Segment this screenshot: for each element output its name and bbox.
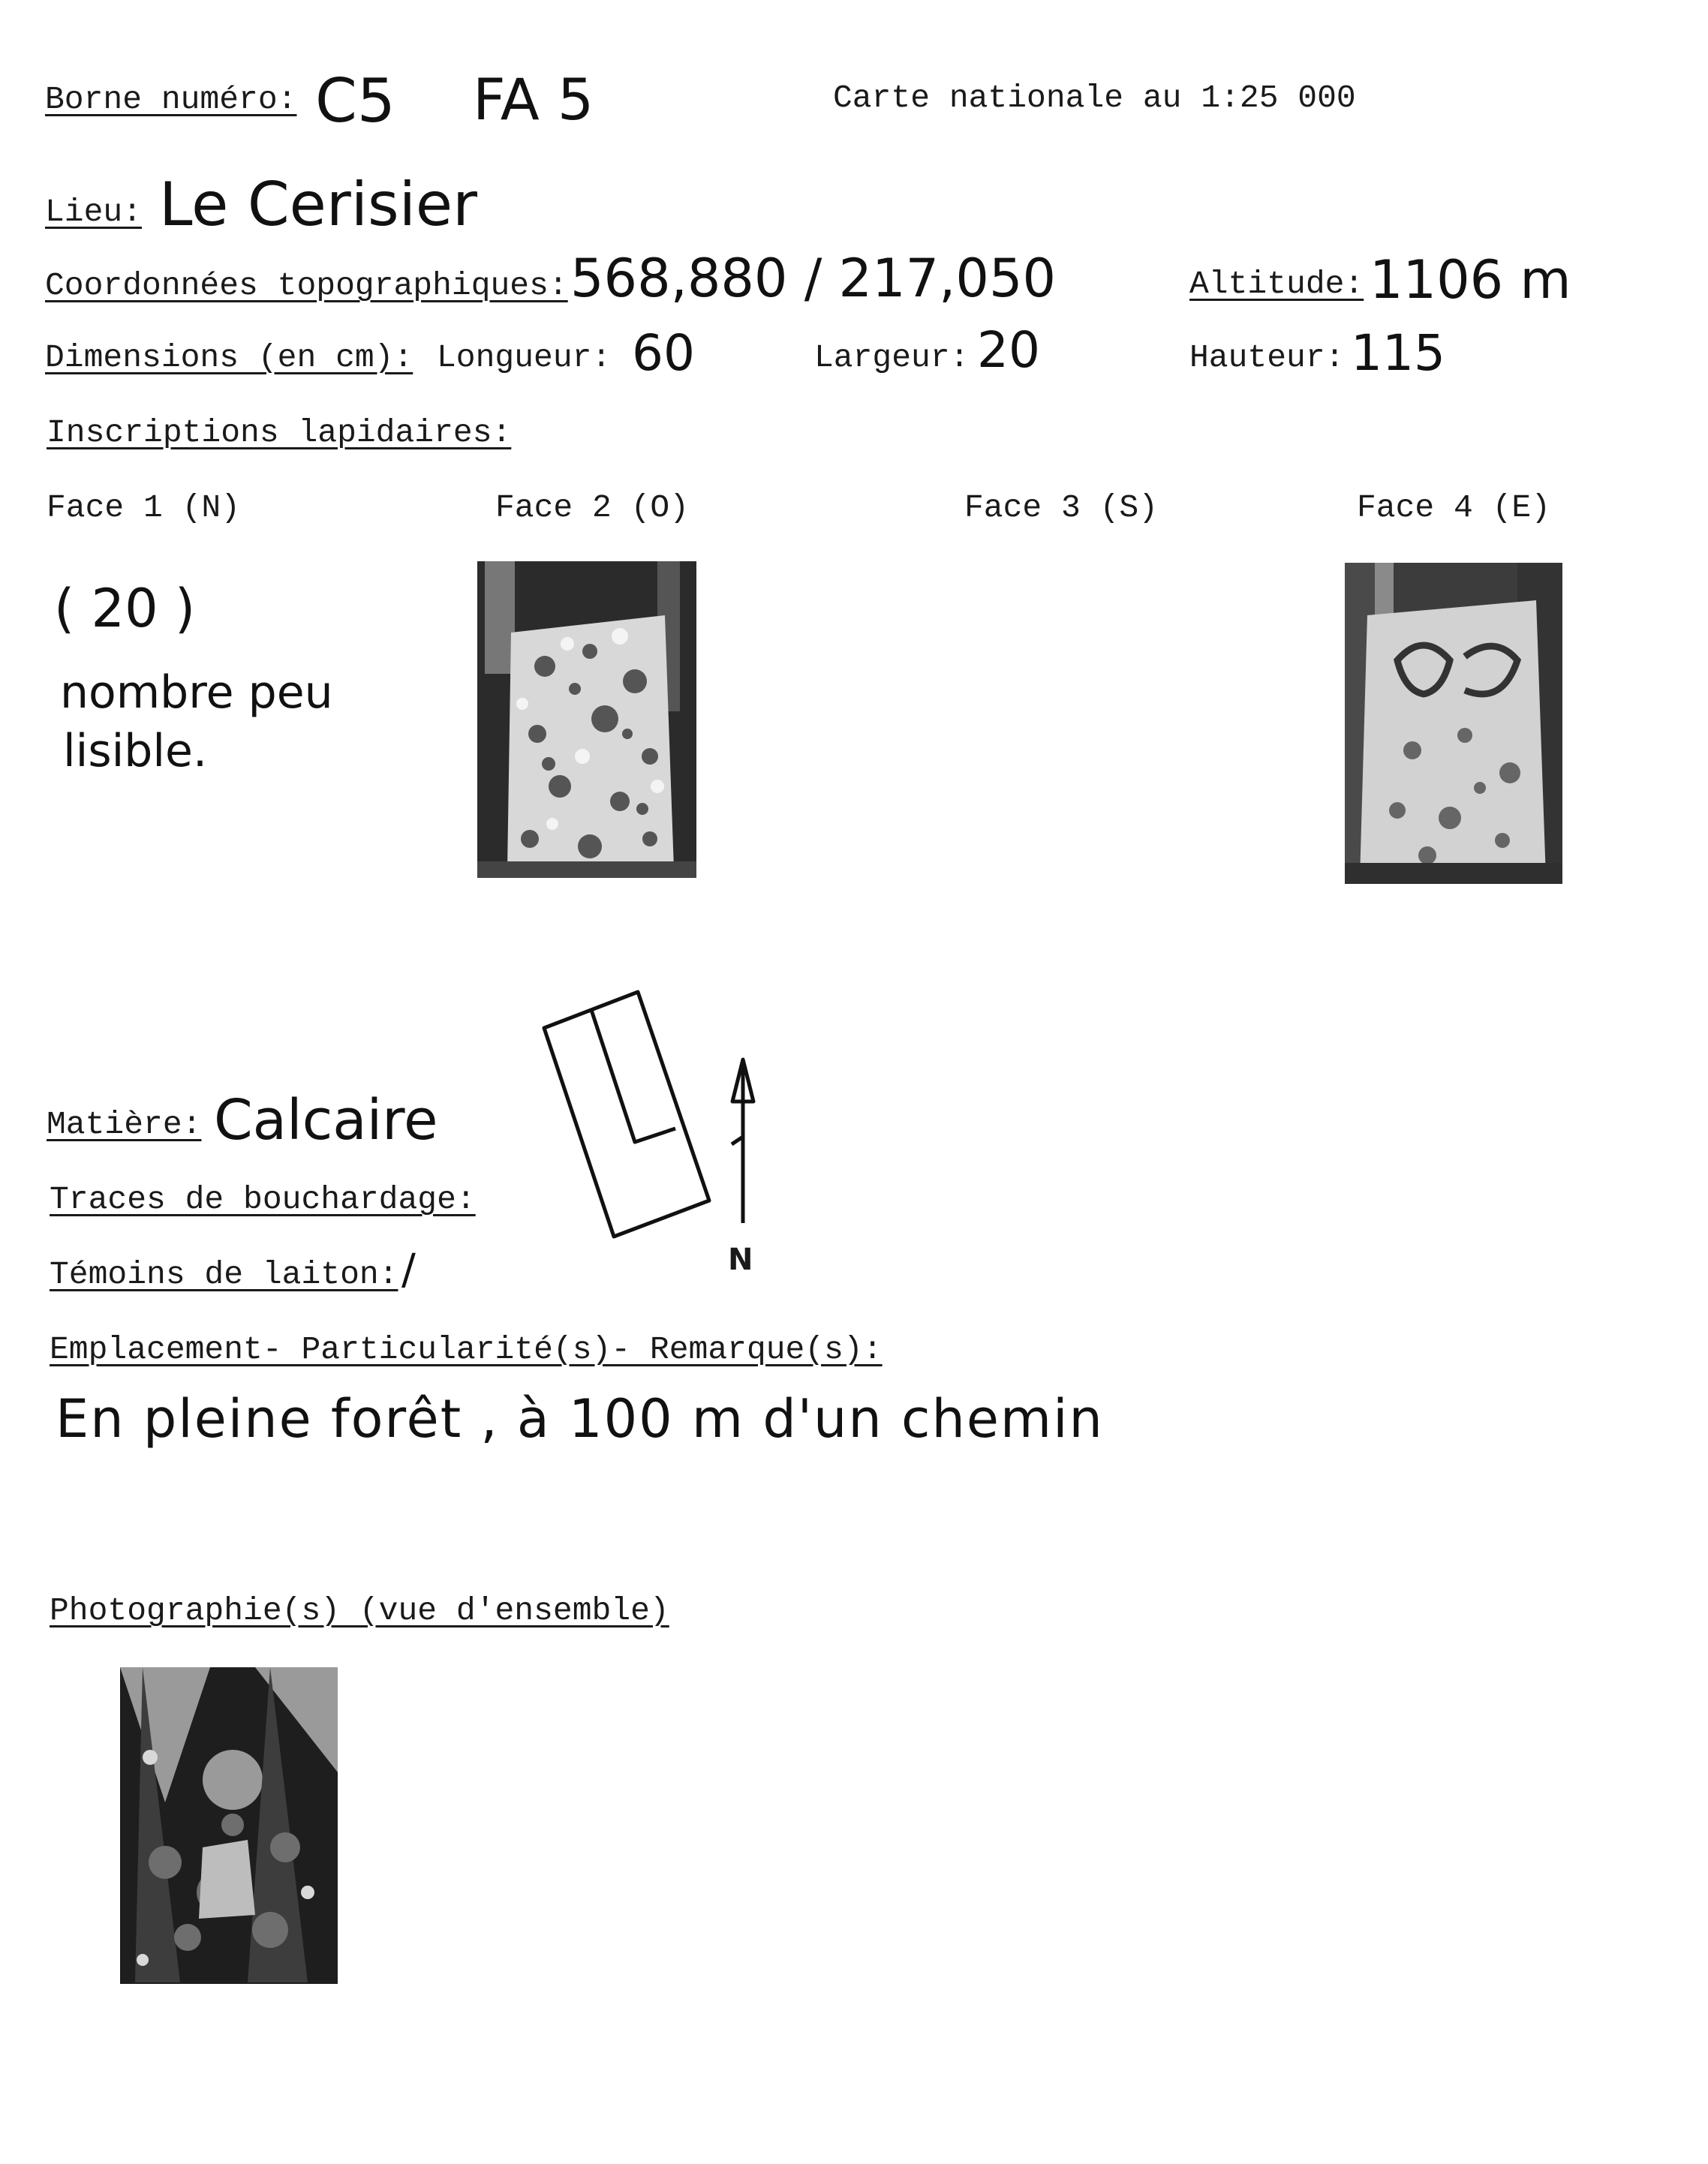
longueur-value: 60 (632, 324, 695, 382)
matiere-value: Calcaire (214, 1088, 438, 1153)
carte-nationale: Carte nationale au 1:25 000 (833, 80, 1356, 116)
face-1-note-line1: nombre peu (60, 666, 333, 719)
coords-value: 568,880 / 217,050 (570, 248, 1057, 309)
borne-label: Borne numéro: (45, 81, 297, 118)
photographie-label: Photographie(s) (vue d'ensemble) (50, 1592, 669, 1629)
borne-code: FA 5 (473, 66, 594, 133)
matiere-label: Matière: (47, 1106, 202, 1143)
face-4-label: Face 4 (E) (1357, 489, 1551, 526)
stone-inner-line (591, 1010, 675, 1142)
lieu-value: Le Cerisier (159, 170, 478, 239)
largeur-label: Largeur: (814, 339, 970, 376)
borne-value: C5 (315, 66, 395, 136)
temoins-label: Témoins de laiton: (50, 1256, 398, 1293)
altitude-label: Altitude: (1189, 266, 1364, 302)
emplacement-value: En pleine forêt , à 100 m d'un chemin (56, 1388, 1104, 1450)
largeur-value: 20 (977, 321, 1040, 379)
inscriptions-label: Inscriptions lapidaires: (47, 414, 512, 451)
overview-photo (120, 1667, 338, 1984)
hauteur-value: 115 (1351, 324, 1445, 382)
temoins-value: / (401, 1246, 416, 1294)
face-3-label: Face 3 (S) (964, 489, 1159, 526)
face-1-number: ( 20 ) (54, 578, 196, 639)
face-2-label: Face 2 (O) (495, 489, 690, 526)
longueur-label: Longueur: (437, 339, 612, 376)
traces-label: Traces de bouchardage: (50, 1181, 476, 1218)
face-1-note-line2: lisible. (63, 725, 208, 777)
coords-label: Coordonnées topographiques: (45, 267, 568, 304)
hauteur-label: Hauteur: (1189, 339, 1345, 376)
emplacement-label: Emplacement- Particularité(s)- Remarque(s): (50, 1331, 883, 1368)
lieu-label: Lieu: (45, 194, 143, 230)
face-1-label: Face 1 (N) (47, 489, 241, 526)
north-label: N (728, 1243, 753, 1277)
altitude-value: 1106 m (1370, 249, 1571, 311)
dimensions-label: Dimensions (en cm): (45, 339, 413, 376)
face-2-photo (477, 561, 696, 878)
overview-stone (199, 1840, 255, 1919)
face-4-photo (1345, 563, 1562, 884)
